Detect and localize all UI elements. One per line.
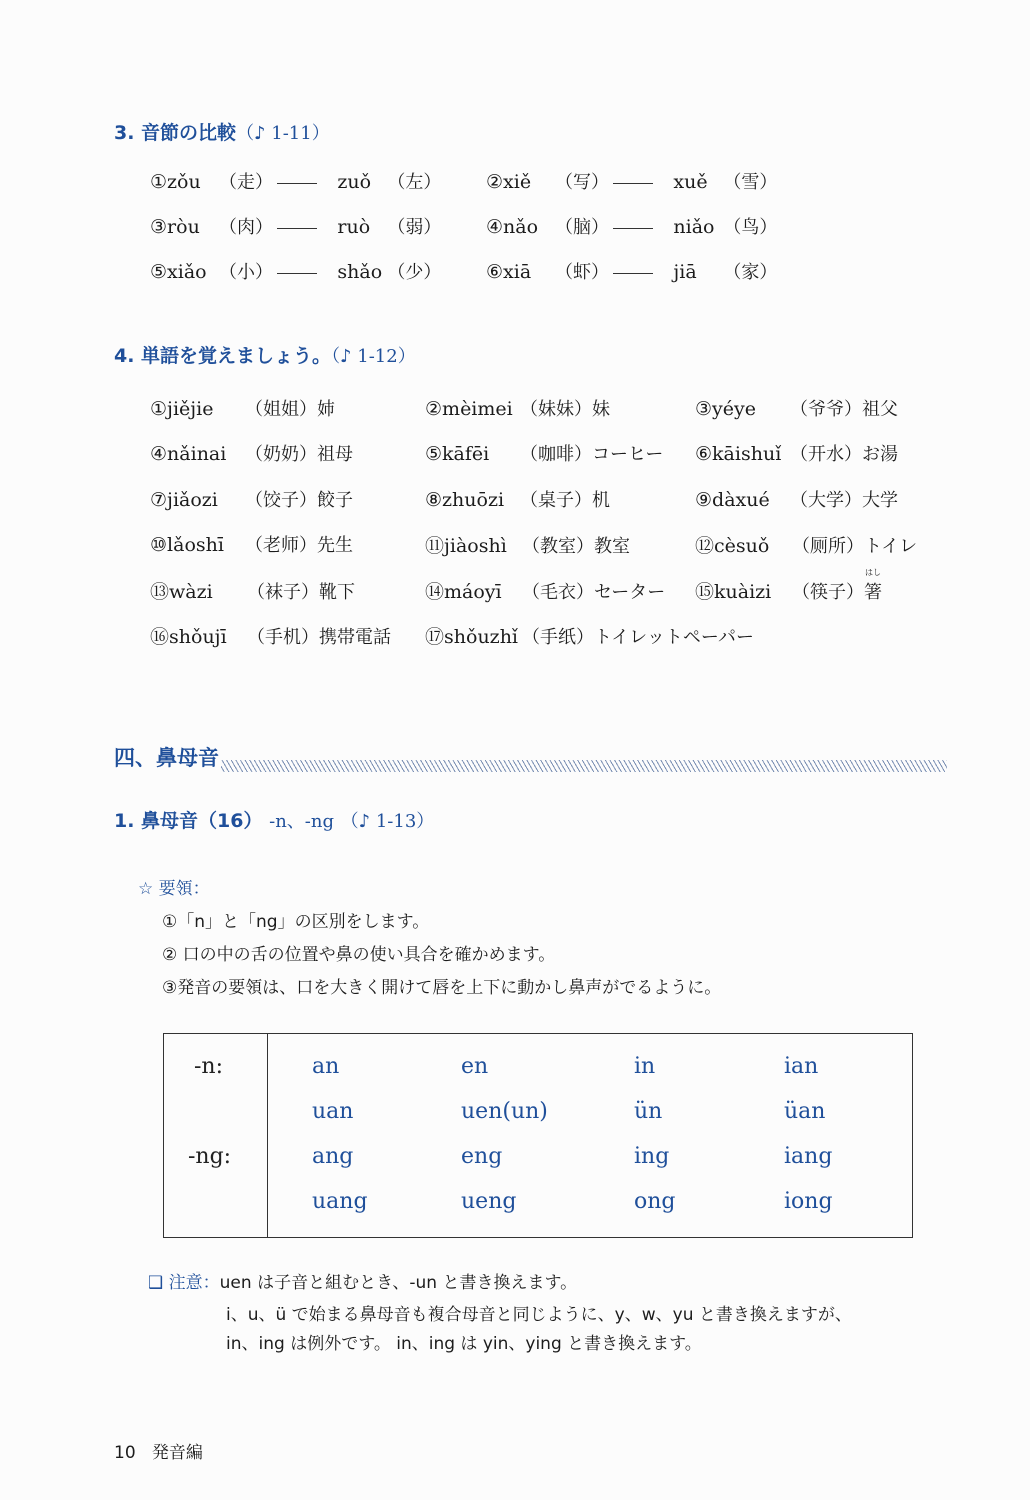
table-divider: [267, 1034, 268, 1237]
table-cell: in: [634, 1054, 656, 1079]
dash-line: [277, 228, 317, 229]
footer-section: 発音編: [151, 1443, 203, 1463]
vocab-item: ②mèimei （妹妹）妹: [425, 398, 611, 420]
vocab-item: ③yéye （爷爷）祖父: [695, 398, 899, 420]
table-cell: uen(un): [461, 1099, 548, 1124]
table-cell: ian: [784, 1054, 819, 1079]
table-cell: an: [312, 1054, 340, 1079]
chapter-title: 四、鼻母音: [114, 742, 221, 772]
vocab-item: ⑩lǎoshī （老师）先生: [150, 534, 354, 557]
dash-line: [613, 183, 653, 184]
vocab-heading: 4. 単語を覚えましょう。（♪ 1-12）: [114, 345, 416, 367]
tip-item: ①「n」と「ng」の区別をします。: [162, 912, 430, 932]
vocab-item: ①jiějie （姐姐）姉: [150, 398, 336, 420]
vocab-item: ⑦jiǎozi （饺子）餃子: [150, 488, 354, 511]
audio-ref[interactable]: （♪ 1-12）: [331, 346, 416, 367]
dash-line: [277, 183, 317, 184]
vocab-item: ⑪jiàoshì （教室）教室: [425, 535, 631, 558]
syllable-pair: ⑥xiā （虾） jiā （家）: [486, 261, 778, 283]
syllable-pair: ①zǒu （走） zuǒ （左）: [150, 171, 442, 193]
section3-heading: 3. 音節の比較（♪ 1-11）: [114, 122, 330, 144]
nasal-heading: 1. 鼻母音（16） -n、-ng （♪ 1-13）: [114, 810, 435, 832]
syllable-pair: ③ròu （肉） ruò （弱）: [150, 216, 442, 238]
vocab-item: ⑨dàxué （大学）大学: [695, 488, 899, 511]
table-cell: iang: [784, 1144, 833, 1169]
label-ng: -ng:: [188, 1144, 232, 1169]
table-cell: ün: [634, 1099, 663, 1124]
note-line: ❑ 注意：uen は子音と組むとき、-un と書き換えます。: [148, 1273, 578, 1293]
label-n: -n:: [194, 1054, 224, 1079]
tip-item: ② 口の中の舌の位置や鼻の使い具合を確かめます。: [162, 945, 556, 965]
syllable-pair: ②xiě （写） xuě （雪）: [486, 171, 778, 193]
vocab-item: ⑰shǒuzhǐ （手纸）トイレットペーパー: [425, 626, 755, 648]
chapter-header: [114, 742, 947, 776]
table-cell: ang: [312, 1144, 354, 1169]
table-cell: en: [461, 1054, 489, 1079]
dash-line: [613, 228, 653, 229]
nasal-vowel-table: [163, 1033, 913, 1238]
table-cell: uang: [312, 1189, 368, 1214]
dash-line: [277, 273, 317, 274]
page-number: 10: [114, 1443, 136, 1463]
vocab-item: ④nǎinai （奶奶）祖母: [150, 443, 354, 466]
syllable-pair: ⑤xiǎo （小） shǎo （少）: [150, 261, 442, 283]
vocab-item: ⑤kāfēi （咖啡）コーヒー: [425, 443, 664, 466]
hatch-divider: [114, 760, 947, 772]
table-cell: ueng: [461, 1189, 517, 1214]
dash-line: [613, 273, 653, 274]
vocab-item: ⑥kāishuǐ （开水）お湯: [695, 443, 899, 466]
table-cell: üan: [784, 1099, 826, 1124]
note-line: in、ing は例外です。 in、ing は yin、ying と書き換えます。: [226, 1334, 702, 1354]
vocab-item: ⑯shǒujī （手机）携帯電話: [150, 626, 392, 648]
vocab-item: ⑬wàzi （袜子）靴下: [150, 580, 356, 603]
vocab-item: ⑧zhuōzi （桌子）机: [425, 488, 611, 511]
table-cell: eng: [461, 1144, 503, 1169]
page-footer: [114, 1438, 203, 1463]
table-cell: iong: [784, 1189, 833, 1214]
vocab-item: ⑮kuàizi （筷子） はし 箸: [695, 567, 883, 603]
note-line: i、u、ü で始まる鼻母音も複合母音と同じように、y、w、yu と書き換えますが、: [226, 1305, 852, 1325]
table-cell: ong: [634, 1189, 676, 1214]
vocab-item: ⑫cèsuǒ （厕所）トイレ: [695, 535, 918, 558]
tips-title: ☆ 要領：: [138, 879, 210, 899]
audio-ref[interactable]: （♪ 1-13）: [340, 811, 435, 832]
tip-item: ③発音の要領は、口を大きく開けて唇を上下に動かし鼻声がでるように。: [162, 978, 722, 998]
table-cell: ing: [634, 1144, 670, 1169]
note-title: ❑ 注意：: [148, 1273, 220, 1293]
table-cell: uan: [312, 1099, 354, 1124]
vocab-item: ⑭máoyī （毛衣）セーター: [425, 580, 666, 603]
audio-ref[interactable]: （♪ 1-11）: [236, 123, 330, 144]
syllable-pair: ④nǎo （脑） niǎo （鸟）: [486, 216, 778, 238]
